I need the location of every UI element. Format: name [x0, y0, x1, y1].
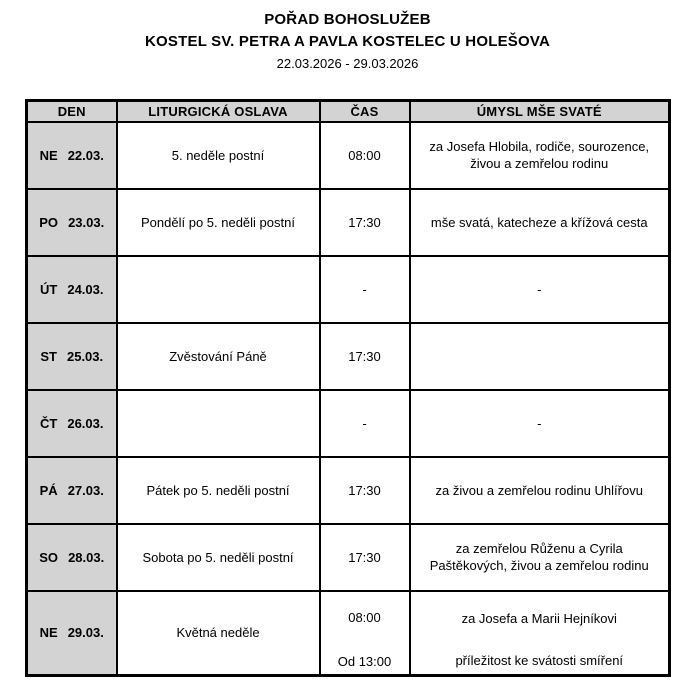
- time-cell: 17:30: [320, 457, 410, 524]
- intention-stack: [425, 593, 655, 672]
- celebration-cell: [117, 390, 320, 457]
- celebration-cell: Sobota po 5. neděli postní: [117, 524, 320, 591]
- church-name: KOSTEL SV. PETRA A PAVLA KOSTELEC U HOLEŠOVA: [145, 33, 550, 50]
- time-second: Od 13:00: [337, 654, 392, 670]
- day-abbr: NE: [39, 147, 58, 163]
- table-row: [27, 524, 670, 591]
- time-cell: -: [320, 390, 410, 457]
- time-cell: -: [320, 256, 410, 323]
- intention-first: za Josefa a Marii Hejníkovi: [461, 611, 617, 627]
- intention-cell: -: [410, 390, 670, 457]
- day-date: 27.03.: [67, 482, 104, 498]
- intention-cell: za zemřelou Růženu a Cyrila Paštěkových, živou a zemřelou rodinu: [410, 524, 670, 591]
- day-abbr: SO: [39, 549, 59, 565]
- celebration-cell: [117, 256, 320, 323]
- day-date: 26.03.: [67, 415, 104, 431]
- celebration-cell: Pondělí po 5. neděli postní: [117, 189, 320, 256]
- time-first: 08:00: [348, 610, 381, 626]
- day-abbr: PÁ: [39, 482, 58, 498]
- time-cell: 08:00: [320, 122, 410, 189]
- day-date: 22.03.: [67, 147, 104, 163]
- column-header-celebration: LITURGICKÁ OSLAVA: [117, 101, 320, 122]
- time-stack: [321, 593, 409, 672]
- day-cell: [27, 524, 117, 591]
- time-cell: 17:30: [320, 524, 410, 591]
- table-row: [27, 390, 670, 457]
- column-header-time: ČAS: [320, 101, 410, 122]
- celebration-cell: Zvěstování Páně: [117, 323, 320, 390]
- celebration-cell: Pátek po 5. neděli postní: [117, 457, 320, 524]
- intention-second: příležitost ke svátosti smíření: [455, 653, 624, 669]
- day-date: 28.03.: [68, 549, 105, 565]
- table-row: [27, 591, 670, 676]
- time-cell: [320, 591, 410, 676]
- day-date: 23.03.: [68, 214, 105, 230]
- day-cell: [27, 323, 117, 390]
- intention-cell: za Josefa Hlobila, rodiče, sourozence, živou a zemřelou rodinu: [410, 122, 670, 189]
- day-date: 25.03.: [66, 348, 104, 364]
- intention-cell: -: [410, 256, 670, 323]
- intention-cell: mše svatá, katecheze a křížová cesta: [410, 189, 670, 256]
- day-cell: [27, 457, 117, 524]
- day-date: 24.03.: [67, 281, 104, 297]
- table-row: [27, 189, 670, 256]
- document-header: [0, 0, 695, 75]
- intention-cell: [410, 323, 670, 390]
- intention-cell: [410, 591, 670, 676]
- celebration-cell: Květná neděle: [117, 591, 320, 676]
- table-row: [27, 323, 670, 390]
- schedule-table: [25, 99, 671, 677]
- day-cell: [27, 390, 117, 457]
- time-cell: 17:30: [320, 323, 410, 390]
- table-row: [27, 256, 670, 323]
- day-abbr: PO: [39, 214, 59, 230]
- table-row: [27, 457, 670, 524]
- day-cell: [27, 122, 117, 189]
- column-header-intention: ÚMYSL MŠE SVATÉ: [410, 101, 670, 122]
- day-abbr: NE: [39, 625, 58, 641]
- table-header-row: [27, 101, 670, 122]
- column-header-day: DEN: [27, 101, 117, 122]
- time-cell: 17:30: [320, 189, 410, 256]
- day-abbr: ČT: [40, 415, 58, 431]
- day-cell: [27, 189, 117, 256]
- day-abbr: ÚT: [40, 281, 58, 297]
- table-row: [27, 122, 670, 189]
- day-cell: [27, 256, 117, 323]
- day-date: 29.03.: [67, 625, 104, 641]
- day-abbr: ST: [40, 348, 57, 364]
- intention-cell: za živou a zemřelou rodinu Uhlířovu: [410, 457, 670, 524]
- day-cell: [27, 591, 117, 676]
- page-title: POŘAD BOHOSLUŽEB: [264, 11, 431, 28]
- date-range: 22.03.2026 - 29.03.2026: [276, 56, 419, 71]
- celebration-cell: 5. neděle postní: [117, 122, 320, 189]
